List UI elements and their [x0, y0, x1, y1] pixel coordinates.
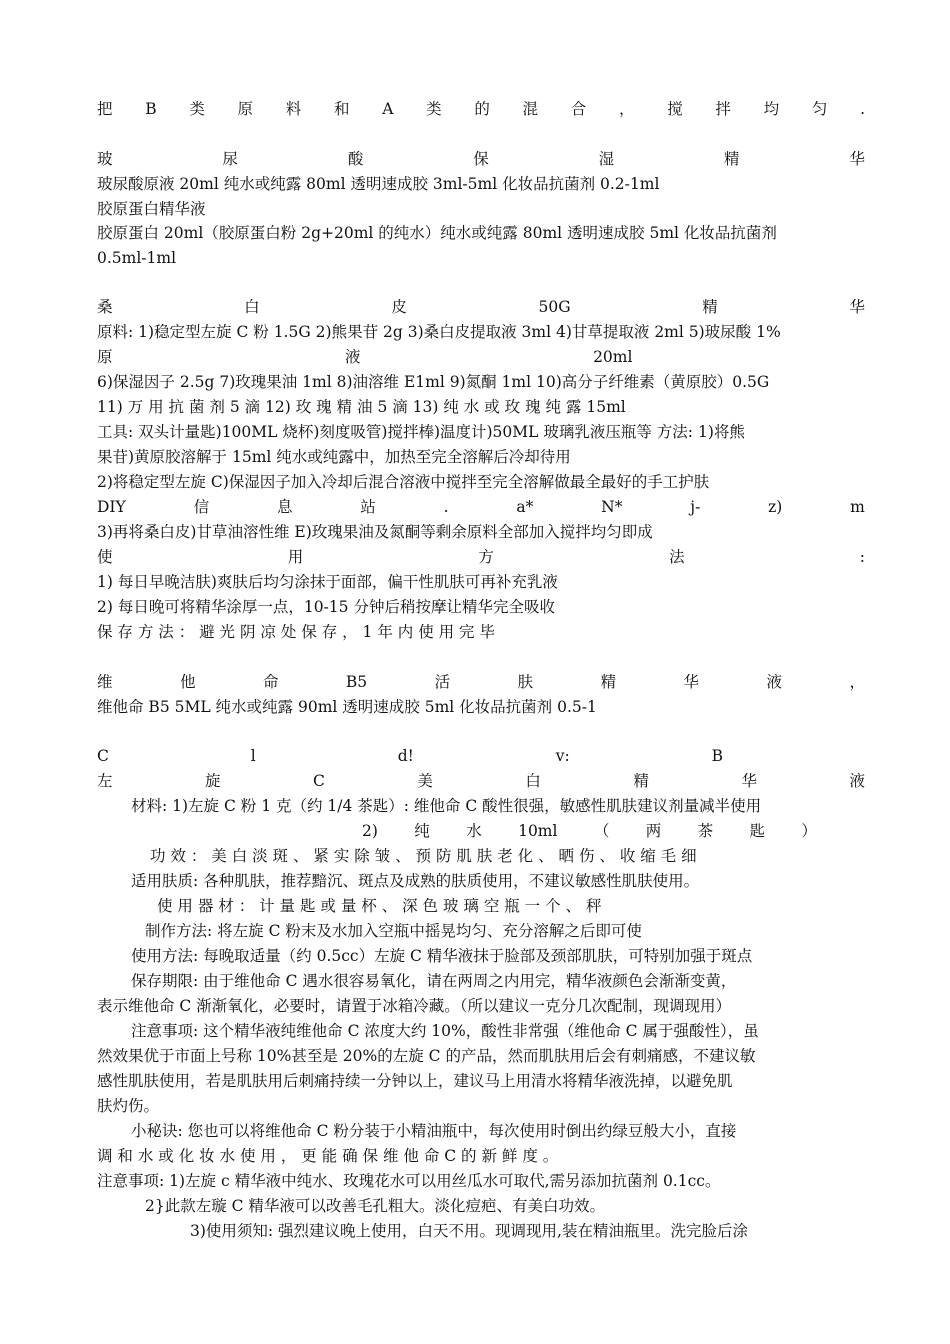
- spaced-token: 合: [570, 100, 587, 118]
- spaced-token: .: [860, 100, 865, 118]
- spaced-token: j-: [690, 498, 701, 516]
- spaced-token: 精: [702, 298, 718, 316]
- spaced-token: 液: [849, 772, 865, 790]
- mix-step-line: [97, 98, 865, 120]
- spaced-token: A: [382, 100, 394, 118]
- vitc-note-line4: 肤灼伤。: [97, 1097, 160, 1115]
- spaced-token: 旋: [205, 772, 221, 790]
- spaced-token: 匀: [811, 100, 828, 118]
- spaced-token: B: [711, 747, 724, 765]
- spaced-token: 命: [262, 673, 279, 691]
- spaced-token: :: [859, 548, 865, 566]
- spaced-token: B5: [345, 673, 368, 691]
- spaced-token: ，: [618, 100, 635, 118]
- spaced-token: 两: [645, 822, 662, 840]
- spaced-token: 华: [849, 150, 865, 168]
- spaced-token: 2): [362, 822, 378, 840]
- spaced-token: 类: [426, 100, 442, 118]
- spaced-token: 纯: [414, 822, 430, 840]
- vitb5-title: [97, 671, 865, 693]
- spaced-token: N*: [601, 498, 623, 516]
- spaced-token: 精: [600, 673, 617, 691]
- spaced-token: z): [768, 498, 783, 516]
- spaced-token: 肤: [517, 673, 534, 691]
- collagen-recipe-line1: 胶原蛋白 20ml（胶原蛋白粉 2g+20ml 的纯水）纯水或纯露 80ml 透明速成胶 5ml 化妆品抗菌剂: [97, 224, 777, 242]
- vitc-tip-line2: 调 和 水 或 化 妆 水 使 用 ， 更 能 确 保 维 他 命 C 的 新 鲜 度 。: [97, 1147, 559, 1165]
- spaced-token: 用: [287, 548, 304, 566]
- vitc-caution-line1: 注意事项: 1)左旋 c 精华液中纯水、玫瑰花水可以用丝瓜水可取代,需另添加抗菌剂 0.1cc。: [97, 1172, 721, 1190]
- spaced-token: l: [250, 747, 256, 765]
- spaced-token: 的: [474, 100, 490, 118]
- spaced-token: 站: [360, 498, 376, 516]
- spaced-token: 和: [333, 100, 350, 118]
- spaced-token: 维: [97, 673, 113, 691]
- spaced-token: 保: [473, 150, 489, 168]
- spaced-token: 拌: [715, 100, 731, 118]
- spaced-token: 精: [724, 150, 740, 168]
- mulberry-method-line2: 果苷)黄原胶溶解于 15ml 纯水或纯露中，加热至完全溶解后冷却待用: [97, 448, 571, 466]
- usage-title: [97, 546, 865, 568]
- spaced-token: 他: [179, 673, 196, 691]
- spaced-token: 50G: [538, 298, 571, 316]
- spaced-token: 湿: [598, 150, 615, 168]
- mulberry-ingredients-line3: 6)保湿因子 2.5g 7)玫瑰果油 1ml 8)油溶维 E1ml 9)氮酮 1ml 10)高分子纤维素（黄原胶）0.5G: [97, 373, 770, 391]
- vitc-caution-line3: 3)使用须知: 强烈建议晚上使用，白天不用。现调现用,装在精油瓶里。洗完脸后涂: [190, 1222, 748, 1240]
- vitc-caution-line2: 2}此款左璇 C 精华液可以改善毛孔粗大。淡化痘疤、有美白功效。: [145, 1197, 605, 1215]
- spaced-token: DIY: [97, 498, 126, 516]
- vitc-note-line2: 然效果优于市面上号称 10%甚至是 20%的左旋 C 的产品，然而肌肤用后会有刺痛感，不建议敏: [97, 1047, 756, 1065]
- spaced-token: 华: [849, 298, 865, 316]
- spaced-token: 使: [97, 548, 113, 566]
- vitc-shelf-line1: 保存期限: 由于维他命 C 遇水很容易氧化，请在两周之内用完，精华液颜色会渐渐变黄，: [131, 972, 737, 990]
- spaced-token: C: [313, 772, 325, 790]
- spaced-token: v:: [555, 747, 570, 765]
- vitc-making-line: 制作方法: 将左旋 C 粉末及水加入空瓶中摇晃均匀、充分溶解之后即可使: [145, 922, 642, 940]
- vitc-tools-line: 使 用 器 材 ： 计 量 匙 或 量 杯 、 深 色 玻 璃 空 瓶 一 个 、 秤: [157, 897, 602, 915]
- spaced-token: 息: [276, 498, 293, 516]
- spaced-token: 白: [525, 772, 541, 790]
- spaced-token: 精: [633, 772, 649, 790]
- spaced-token: 白: [244, 298, 260, 316]
- hyaluronic-recipe: 玻尿酸原液 20ml 纯水或纯露 80ml 透明速成胶 3ml-5ml 化妆品抗菌剂 0.2-1ml: [97, 175, 660, 193]
- diy-info-line: [97, 496, 865, 518]
- spaced-token: 左: [97, 772, 113, 790]
- storage-line: 保 存 方 法 ： 避 光 阴 凉 处 保 存 ， 1 年 内 使 用 完 毕: [97, 623, 495, 641]
- vitc-usage-line: 使用方法: 每晚取适量（约 0.5cc）左旋 C 精华液抹于脸部及颈部肌肤，可特别加强于斑点: [131, 947, 753, 965]
- spaced-token: 华: [741, 772, 757, 790]
- spaced-token: 原: [97, 348, 113, 366]
- hyaluronic-title: [97, 148, 865, 170]
- spaced-token: 原: [237, 100, 254, 118]
- spaced-token: 10ml: [518, 822, 558, 840]
- garbled-line: [97, 745, 865, 767]
- mulberry-ingredients-line4: 11) 万 用 抗 菌 剂 5 滴 12) 玫 瑰 精 油 5 滴 13) 纯 水 或 玫 瑰 纯 露 15ml: [97, 398, 626, 416]
- vitc-materials-line1: 材料: 1)左旋 C 粉 1 克（约 1/4 茶匙）: 维他命 C 酸性很强，敏感性肌肤建议剂量减半使用: [131, 797, 762, 815]
- vitc-note-line1: 注意事项: 这个精华液纯维他命 C 浓度大约 10%，酸性非常强（维他命 C 属于强酸性），虽: [131, 1022, 759, 1040]
- collagen-title: 胶原蛋白精华液: [97, 200, 206, 218]
- spaced-token: 水: [466, 822, 482, 840]
- spaced-token: 20ml: [593, 348, 633, 366]
- spaced-token: 法: [669, 548, 685, 566]
- spaced-token: 类: [189, 100, 205, 118]
- vitc-tip-line1: 小秘诀: 您也可以将维他命 C 粉分装于小精油瓶中，每次使用时倒出约绿豆般大小，直接: [131, 1122, 737, 1140]
- spaced-token: .: [443, 498, 449, 516]
- spaced-token: 液: [345, 348, 361, 366]
- mulberry-title: [97, 296, 865, 318]
- spaced-token: 尿: [222, 150, 238, 168]
- spaced-token: 液: [766, 673, 783, 691]
- usage-line2: 2) 每日晚可将精华涂厚一点，10-15 分钟后稍按摩让精华完全吸收: [97, 598, 555, 616]
- usage-line1: 1) 每日早晚洁肤)爽肤后均匀涂抹于面部，偏干性肌肤可再补充乳液: [97, 573, 558, 591]
- mulberry-method-line3: 2)将稳定型左旋 C)保湿因子加入冷却后混合溶液中搅拌至完全溶解做最全最好的手工护肤: [97, 473, 710, 491]
- spaced-token: a*: [516, 498, 534, 516]
- mulberry-ingredients-line2: [97, 346, 865, 368]
- vitc-title: [97, 770, 865, 792]
- spaced-token: 匙: [749, 822, 766, 840]
- spaced-token: 皮: [391, 298, 407, 316]
- mulberry-tools-line: 工具: 双头计量匙)100ML 烧杯)刻度吸管)搅拌棒)温度计)50ML 玻璃乳液压瓶等 方法: 1)将熊: [97, 423, 745, 441]
- spaced-token: 桑: [97, 298, 113, 316]
- spaced-token: C: [97, 747, 109, 765]
- spaced-token: ）: [801, 822, 817, 840]
- spaced-token: 美: [417, 772, 433, 790]
- mulberry-ingredients-line1: 原料: 1)稳定型左旋 C 粉 1.5G 2)熊果苷 2g 3)桑白皮提取液 3ml 4)甘草提取液 2ml 5)玻尿酸 1%: [97, 323, 781, 341]
- spaced-token: 料: [285, 100, 302, 118]
- spaced-token: 搅: [667, 100, 683, 118]
- mulberry-method-line4: 3)再将桑白皮)甘草油溶性维 E)玫瑰果油及氮酮等剩余原料全部加入搅拌均匀即成: [97, 523, 653, 541]
- spaced-token: d!: [397, 747, 414, 765]
- spaced-token: 酸: [347, 150, 364, 168]
- spaced-token: 茶: [697, 822, 714, 840]
- spaced-token: （: [593, 822, 610, 840]
- spaced-token: 华: [683, 673, 700, 691]
- spaced-token: ，: [849, 673, 865, 691]
- vitc-materials-line2: [362, 820, 817, 842]
- collagen-recipe-line2: 0.5ml-1ml: [97, 249, 177, 267]
- spaced-token: 均: [763, 100, 780, 118]
- vitc-skin-type-line: 适用肤质: 各种肌肤，推荐黯沉、斑点及成熟的肤质使用，不建议敏感性肌肤使用。: [131, 872, 700, 890]
- spaced-token: 方: [478, 548, 494, 566]
- spaced-token: 活: [434, 673, 451, 691]
- vitc-effect-line: 功 效 ： 美 白 淡 斑 、 紧 实 除 皱 、 预 防 肌 肤 老 化 、 晒 伤 、 收 缩 毛 细: [150, 847, 697, 865]
- vitb5-recipe: 维他命 B5 5ML 纯水或纯露 90ml 透明速成胶 5ml 化妆品抗菌剂 0.5-1: [97, 698, 597, 716]
- spaced-token: 混: [522, 100, 539, 118]
- spaced-token: 玻: [97, 150, 113, 168]
- vitc-shelf-line2: 表示维他命 C 渐渐氧化，必要时，请置于冰箱冷藏。（所以建议一克分几次配制，现调现用）: [97, 997, 731, 1015]
- spaced-token: B: [145, 100, 157, 118]
- spaced-token: 把: [97, 100, 113, 118]
- spaced-token: m: [850, 498, 865, 516]
- vitc-note-line3: 感性肌肤使用，若是肌肤用后刺痛持续一分钟以上，建议马上用清水将精华液洗掉，以避免肌: [97, 1072, 733, 1090]
- spaced-token: 信: [193, 498, 210, 516]
